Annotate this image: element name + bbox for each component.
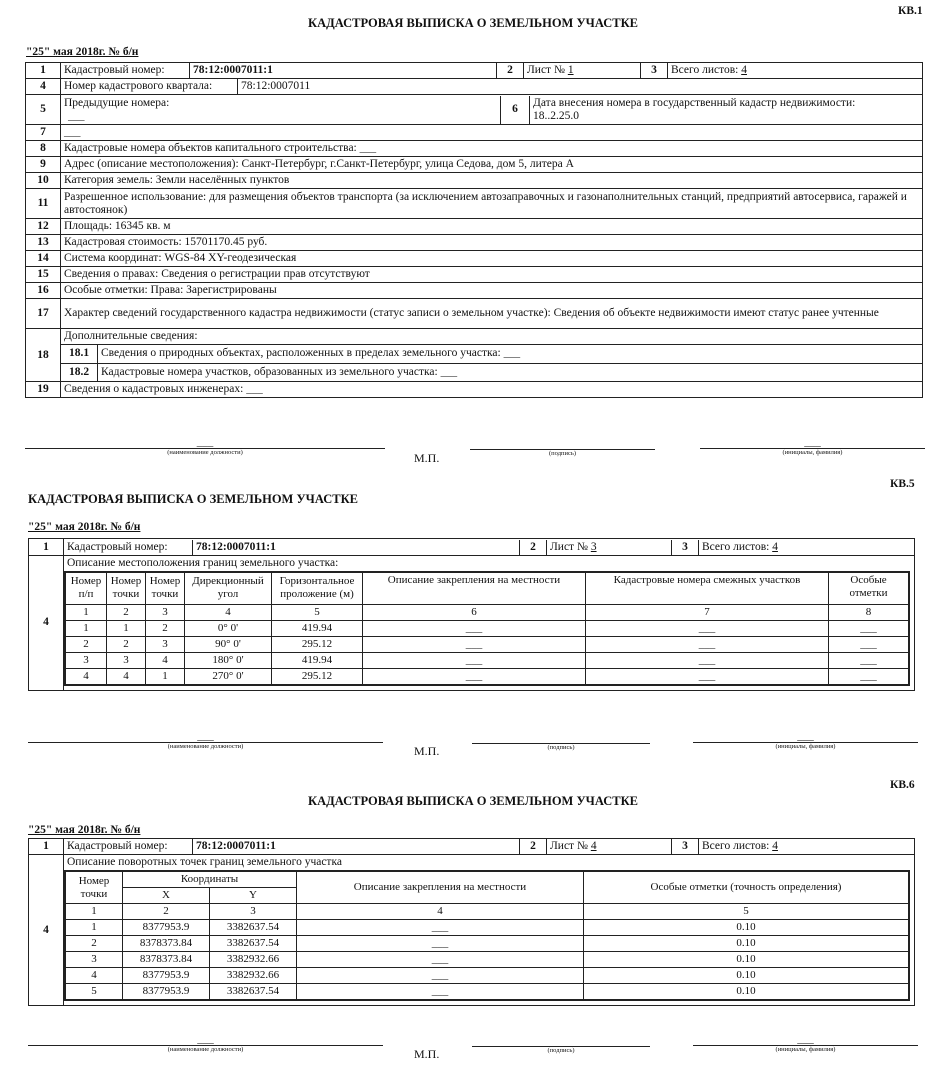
cell: ___ [829, 620, 910, 636]
row-number: 7 [26, 125, 61, 141]
boundaries-caption: Описание местоположения границ земельного участка: [67, 557, 339, 569]
cell: 0.10 [584, 984, 910, 1001]
land-category: Категория земель: Земли населённых пунктов [61, 173, 923, 189]
registration-date-label: Дата внесения номера в государственный кадастр недвижимости: [533, 96, 856, 109]
cell: 1 [107, 620, 146, 636]
cadastral-number-label: Кадастровый номер: [64, 839, 193, 854]
sheet6-title: КАДАСТРОВАЯ ВЫПИСКА О ЗЕМЕЛЬНОМ УЧАСТКЕ [308, 794, 638, 808]
cell: ___ [363, 668, 586, 685]
cell: ___ [586, 636, 829, 652]
signature-dash: ___ [197, 1033, 214, 1045]
signature-name-2 [693, 730, 918, 750]
signature-dash: ___ [797, 730, 814, 742]
signature-caption: (подпись) [549, 450, 576, 457]
cell: ___ [297, 952, 584, 968]
col-header: Дирекционный угол [185, 572, 272, 604]
col-number: 1 [65, 904, 123, 920]
cell: 8378373.84 [123, 936, 210, 952]
special-marks: Особые отметки: Права: Зарегистрированы [61, 283, 923, 299]
row-number: 3 [672, 839, 699, 854]
row-number: 15 [26, 267, 61, 283]
signature-caption: (наименование должности) [167, 1046, 244, 1053]
table-row [65, 636, 909, 652]
cell: 8377953.9 [123, 920, 210, 936]
table-row [65, 620, 909, 636]
cell: 270° 0' [185, 668, 272, 685]
cell: 419.94 [272, 652, 363, 668]
cell: ___ [297, 920, 584, 936]
cell: 1 [146, 668, 185, 685]
cell: 2 [65, 936, 123, 952]
address: Адрес (описание местоположения): Санкт-Петербург, г.Санкт-Петербург, улица Седова, дом 5, литера А [61, 157, 923, 173]
signature-position-2 [28, 730, 383, 750]
col-number: 3 [210, 904, 297, 920]
row-number: 14 [26, 251, 61, 267]
natural-objects-value: ___ [503, 347, 521, 360]
total-sheets-label: Всего листов: [702, 540, 770, 553]
row-number: 10 [26, 173, 61, 189]
cadastral-number-value: 78:12:0007011:1 [193, 839, 520, 854]
cell: 0° 0' [185, 620, 272, 636]
col-header: Горизонтальное проложение (м) [272, 572, 363, 604]
row-number: 4 [29, 556, 64, 691]
sheet-number: 1 [567, 64, 574, 76]
col-number: 8 [829, 604, 910, 620]
cell: 3382932.66 [210, 952, 297, 968]
derived-parcels-value: ___ [440, 365, 458, 378]
col-number: 7 [586, 604, 829, 620]
cell: 3 [65, 952, 123, 968]
signature-dash: ___ [196, 436, 214, 448]
cell: 295.12 [272, 636, 363, 652]
row-number: 3 [672, 540, 699, 555]
col-header: Особые отметки (точность определения) [584, 871, 910, 904]
signature-sign-1 [470, 449, 655, 457]
cell: 2 [65, 636, 107, 652]
cell: 3382637.54 [210, 984, 297, 1001]
col-number: 3 [146, 604, 185, 620]
cell: ___ [586, 620, 829, 636]
cell: 0.10 [584, 920, 910, 936]
sheet5-code: КВ.5 [890, 478, 915, 490]
cell: 3382637.54 [210, 936, 297, 952]
cell: 0.10 [584, 968, 910, 984]
col-header: Номер точки [107, 572, 146, 604]
cell: 3 [65, 652, 107, 668]
table-row [65, 952, 909, 968]
row-number: 16 [26, 283, 61, 299]
col-header: Особые отметки [829, 572, 910, 604]
row-number: 6 [501, 96, 530, 124]
signature-sign-2 [472, 743, 650, 751]
table-row [65, 920, 909, 936]
stamp-place: М.П. [414, 744, 440, 758]
row-number: 9 [26, 157, 61, 173]
signature-position-3 [28, 1033, 383, 1053]
cell: ___ [363, 620, 586, 636]
quarter-label: Номер кадастрового квартала: [61, 79, 238, 94]
row-number: 2 [520, 540, 547, 555]
cell: 180° 0' [185, 652, 272, 668]
sheet-number: 3 [590, 540, 597, 553]
cell: ___ [363, 652, 586, 668]
row-number: 1 [26, 63, 61, 79]
sheet1-code: КВ.1 [898, 5, 923, 17]
row-number: 12 [26, 219, 61, 235]
col-header: Номер точки [65, 871, 123, 904]
signature-dash: ___ [804, 436, 821, 448]
cell: ___ [363, 636, 586, 652]
cell: ___ [829, 636, 910, 652]
sheet5-title: КАДАСТРОВАЯ ВЫПИСКА О ЗЕМЕЛЬНОМ УЧАСТКЕ [28, 492, 358, 506]
signature-caption: (инициалы, фамилия) [782, 449, 843, 456]
col-header: Описание закрепления на местности [363, 572, 586, 604]
cell: 2 [146, 620, 185, 636]
table-row [65, 668, 909, 685]
col-header: Описание закрепления на местности [297, 871, 584, 904]
cell: 4 [65, 968, 123, 984]
row-number: 2 [497, 63, 524, 78]
cell: 295.12 [272, 668, 363, 685]
row7-value: ___ [61, 125, 923, 141]
cell: 8377953.9 [123, 984, 210, 1001]
sheet-number: 4 [590, 840, 597, 852]
table-row [65, 984, 909, 1001]
signature-name-1 [700, 436, 925, 456]
cell: 3 [146, 636, 185, 652]
engineers-label: Сведения о кадастровых инженерах: [64, 383, 244, 395]
row-number: 5 [26, 95, 61, 125]
col-number: 5 [272, 604, 363, 620]
row-number: 4 [29, 855, 64, 1006]
total-sheets-value: 4 [772, 840, 778, 852]
sheet-label: Лист № [527, 64, 565, 76]
row-number: 17 [26, 299, 61, 329]
cell: ___ [586, 668, 829, 685]
cell: 4 [65, 668, 107, 685]
signature-caption: (инициалы, фамилия) [775, 1046, 836, 1053]
cadastral-value: Кадастровая стоимость: 15701170.45 руб. [61, 235, 923, 251]
cell: ___ [297, 984, 584, 1001]
cell: 4 [107, 668, 146, 685]
total-sheets-value: 4 [772, 540, 778, 553]
col-number: 2 [107, 604, 146, 620]
col-header: Кадастровые номера смежных участков [586, 572, 829, 604]
cadastral-number-label: Кадастровый номер: [61, 63, 190, 78]
total-sheets-label: Всего листов: [702, 840, 770, 852]
col-number: 4 [185, 604, 272, 620]
col-header: Номер п/п [65, 572, 107, 604]
stamp-place: М.П. [414, 451, 440, 465]
signature-position-1 [25, 436, 385, 456]
signature-caption: (наименование должности) [167, 449, 243, 456]
col-header: Координаты [123, 871, 297, 888]
col-number: 2 [123, 904, 210, 920]
row-number: 19 [26, 382, 61, 398]
cell: 1 [65, 920, 123, 936]
capital-objects-label: Кадастровые номера объектов капитального строительства: [64, 142, 357, 154]
row-number: 2 [520, 839, 547, 854]
row-number: 11 [26, 189, 61, 219]
table-row [65, 968, 909, 984]
sheet6-code: КВ.6 [890, 779, 915, 791]
cell: 3 [107, 652, 146, 668]
cell: 0.10 [584, 936, 910, 952]
sheet-label: Лист № [550, 840, 588, 852]
cell: 419.94 [272, 620, 363, 636]
row-number: 18 [26, 329, 61, 382]
cell: 3382637.54 [210, 920, 297, 936]
signature-dash: ___ [797, 1033, 814, 1045]
cell: 5 [65, 984, 123, 1001]
cell: 1 [65, 620, 107, 636]
capital-objects-value: ___ [359, 142, 377, 154]
sheet1-title: КАДАСТРОВАЯ ВЫПИСКА О ЗЕМЕЛЬНОМ УЧАСТКЕ [308, 16, 638, 30]
row-number: 4 [26, 79, 61, 95]
subrow-number: 18.2 [61, 363, 98, 381]
record-status: Характер сведений государственного кадастра недвижимости (статус записи о земельном участке): Сведения об объекте недвижимости имеют статус ранее учтенные [61, 299, 923, 329]
col-header: X [123, 888, 210, 904]
sheet6-date: "25" мая 2018г. № б/н [28, 824, 141, 836]
signature-caption: (подпись) [547, 1047, 575, 1054]
row-number: 1 [29, 839, 64, 855]
cell: 8378373.84 [123, 952, 210, 968]
table-row [65, 652, 909, 668]
cadastral-number-value: 78:12:0007011:1 [190, 63, 497, 78]
col-header: Y [210, 888, 297, 904]
natural-objects-label: Сведения о природных объектах, расположенных в пределах земельного участка: [101, 347, 501, 360]
cell: 4 [146, 652, 185, 668]
signature-caption: (подпись) [547, 744, 575, 751]
signature-dash: ___ [197, 730, 214, 742]
cell: ___ [829, 668, 910, 685]
col-header: Номер точки [146, 572, 185, 604]
cell: 90° 0' [185, 636, 272, 652]
row-number: 13 [26, 235, 61, 251]
area: Площадь: 16345 кв. м [61, 219, 923, 235]
additional-info-label: Дополнительные сведения: [61, 329, 922, 345]
signature-caption: (наименование должности) [167, 743, 244, 750]
sheet1-table [25, 62, 923, 398]
quarter-value: 78:12:0007011 [241, 80, 311, 92]
cell: 8377953.9 [123, 968, 210, 984]
col-number: 6 [363, 604, 586, 620]
previous-numbers-label: Предыдущие номера: [64, 96, 170, 109]
cadastral-number-label: Кадастровый номер: [64, 540, 193, 555]
cell: 0.10 [584, 952, 910, 968]
col-number: 5 [584, 904, 910, 920]
cell: ___ [297, 968, 584, 984]
sheet1-date: "25" мая 2018г. № б/н [26, 46, 139, 58]
stamp-place: М.П. [414, 1047, 440, 1061]
cell: ___ [586, 652, 829, 668]
subrow-number: 18.1 [61, 345, 98, 363]
total-sheets-label: Всего листов: [671, 64, 739, 76]
turning-points-table [64, 870, 910, 1001]
sheet5-table [28, 538, 915, 691]
cadastral-number-value: 78:12:0007011:1 [193, 540, 520, 555]
boundaries-table [64, 571, 910, 686]
row-number: 1 [29, 539, 64, 556]
total-sheets-value: 4 [741, 64, 747, 76]
signature-caption: (инициалы, фамилия) [775, 743, 836, 750]
registration-date-value: 18..2.25.0 [533, 109, 579, 122]
cell: 3382932.66 [210, 968, 297, 984]
permitted-use: Разрешенное использование: для размещения объектов транспорта (за исключением автозаправочных и газонаполнительных станций, предприятий автосервиса, гаражей и автостоянок) [61, 189, 923, 219]
cell: 2 [107, 636, 146, 652]
signature-sign-3 [472, 1046, 650, 1054]
coordinate-system: Система координат: WGS-84 XY-геодезическая [61, 251, 923, 267]
col-number: 1 [65, 604, 107, 620]
rights-info: Сведения о правах: Сведения о регистрации прав отсутствуют [61, 267, 923, 283]
engineers-value: ___ [246, 383, 263, 395]
row-number: 3 [641, 63, 668, 78]
sheet-label: Лист № [550, 540, 588, 553]
sheet5-date: "25" мая 2018г. № б/н [28, 521, 141, 533]
previous-numbers-value: ___ [68, 109, 85, 122]
cell: ___ [829, 652, 910, 668]
sheet6-table [28, 838, 915, 1006]
derived-parcels-label: Кадастровые номера участков, образованных из земельного участка: [101, 365, 438, 378]
table-row [65, 936, 909, 952]
signature-name-3 [693, 1033, 918, 1053]
col-number: 4 [297, 904, 584, 920]
turning-points-caption: Описание поворотных точек границ земельного участка [67, 856, 342, 868]
row-number: 8 [26, 141, 61, 157]
cell: ___ [297, 936, 584, 952]
